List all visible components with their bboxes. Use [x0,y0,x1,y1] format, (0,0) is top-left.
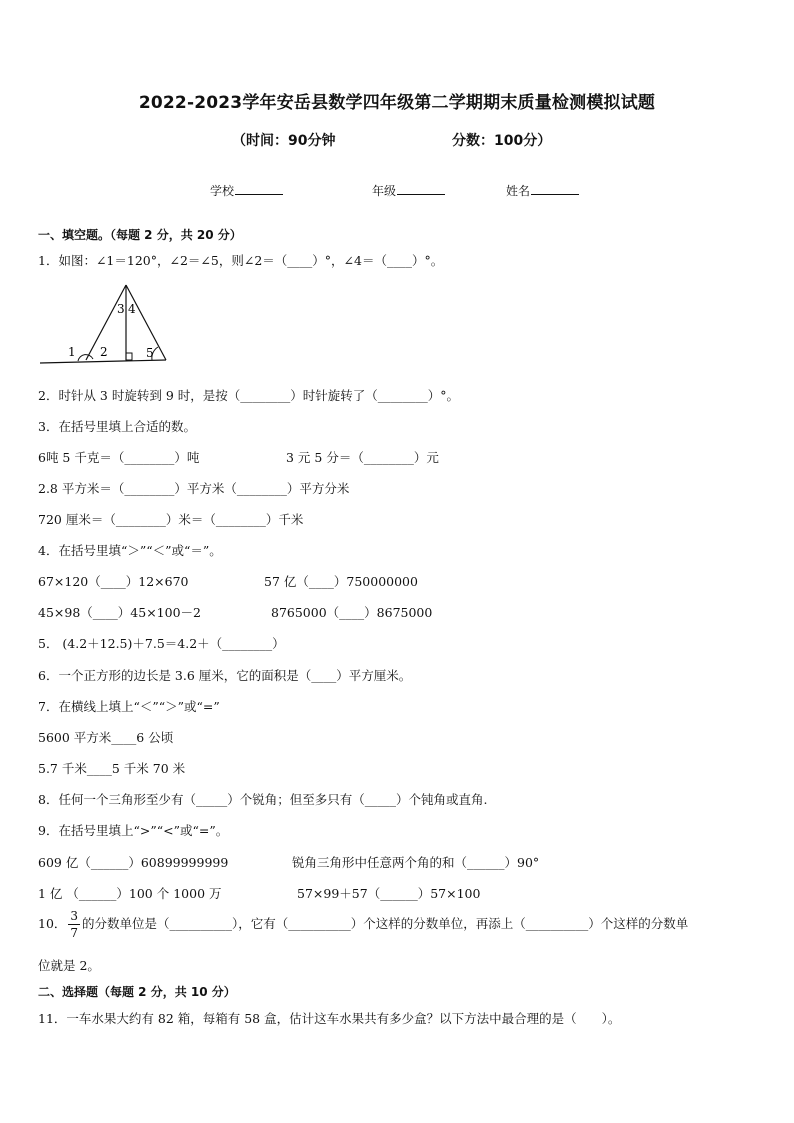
grade-field[interactable]: 年级 [372,182,445,199]
question-4: 4．在括号里填“＞”“＜”或“＝”。 [38,543,222,558]
question-5: 5． (4.2＋12.5)＋7.5＝4.2＋（________） [38,636,285,651]
exam-time: （时间：90分钟 [232,133,336,149]
exam-score: 分数：100分） [452,133,552,149]
section1-heading: 一、填空题。（每题 2 分，共 20 分） [38,228,242,242]
question-9: 9．在括号里填上“>”“<”或“=”。 [38,823,229,838]
fraction-three-sevenths: $\frac{3}{7}$ [70,909,79,940]
angle-label-4: 4 [128,302,136,316]
question-10-cont: 位就是 2。 [38,958,100,973]
question-3a: 6吨 5 千克＝（________）吨 [38,450,200,465]
question-8: 8．任何一个三角形至少有（_____）个锐角；但至多只有（_____）个钝角或直角. [38,792,488,807]
question-11: 11．一车水果大约有 82 箱，每箱有 58 盒，估计这车水果共有多少盒？以下方法中最合理的是（ ）。 [38,1011,621,1026]
question-7: 7．在横线上填上“＜”“＞”或“=” [38,699,220,714]
exam-title: 2022-2023学年安岳县数学四年级第二学期期末质量检测模拟试题 [138,93,656,113]
angle-label-1: 1 [68,345,76,359]
section2-heading: 二、选择题（每题 2 分，共 10 分） [38,985,236,999]
question-9d: 57×99＋57（______）57×100 [297,886,481,901]
angle-label-5: 5 [146,346,154,360]
question-6: 6．一个正方形的边长是 3.6 厘米，它的面积是（____）平方厘米。 [38,668,412,683]
question-3b: 3 元 5 分＝（________）元 [286,450,439,465]
school-field[interactable]: 学校 [210,182,283,199]
angle-label-2: 2 [100,345,108,359]
question-3c: 2.8 平方米＝（________）平方米（________）平方分米 [38,481,350,496]
question-4a: 67×120（____）12×670 [38,574,189,589]
question-2: 2．时针从 3 时旋转到 9 时，是按（________）时针旋转了（________）°。 [38,388,460,403]
triangle-figure [38,280,178,368]
angle-label-3: 3 [117,302,125,316]
question-9b: 锐角三角形中任意两个角的和（______）90° [292,855,540,870]
question-4d: 8765000（____）8675000 [271,605,433,620]
question-7a: 5600 平方米____6 公顷 [38,730,174,745]
name-field[interactable]: 姓名 [506,182,579,199]
question-10-text: 的分数单位是（__________），它有（__________）个这样的分数单位，再添上（__________）个这样的分数单 [82,916,689,931]
question-4c: 45×98（____）45×100－2 [38,605,201,620]
question-3: 3．在括号里填上合适的数。 [38,419,196,434]
question-1: 1．如图：∠1＝120°，∠2＝∠5，则∠2＝（____）°，∠4＝（____）°。 [38,253,444,268]
question-7b: 5.7 千米____5 千米 70 米 [38,761,186,776]
question-9c: 1 亿 （______）100 个 1000 万 [38,886,222,901]
question-9a: 609 亿（______）60899999999 [38,855,229,870]
question-4b: 57 亿（____）750000000 [264,574,418,589]
question-3d: 720 厘米＝（________）米＝（________）千米 [38,512,304,527]
question-10-number: 10． [38,916,67,931]
question-10 [38,910,688,939]
